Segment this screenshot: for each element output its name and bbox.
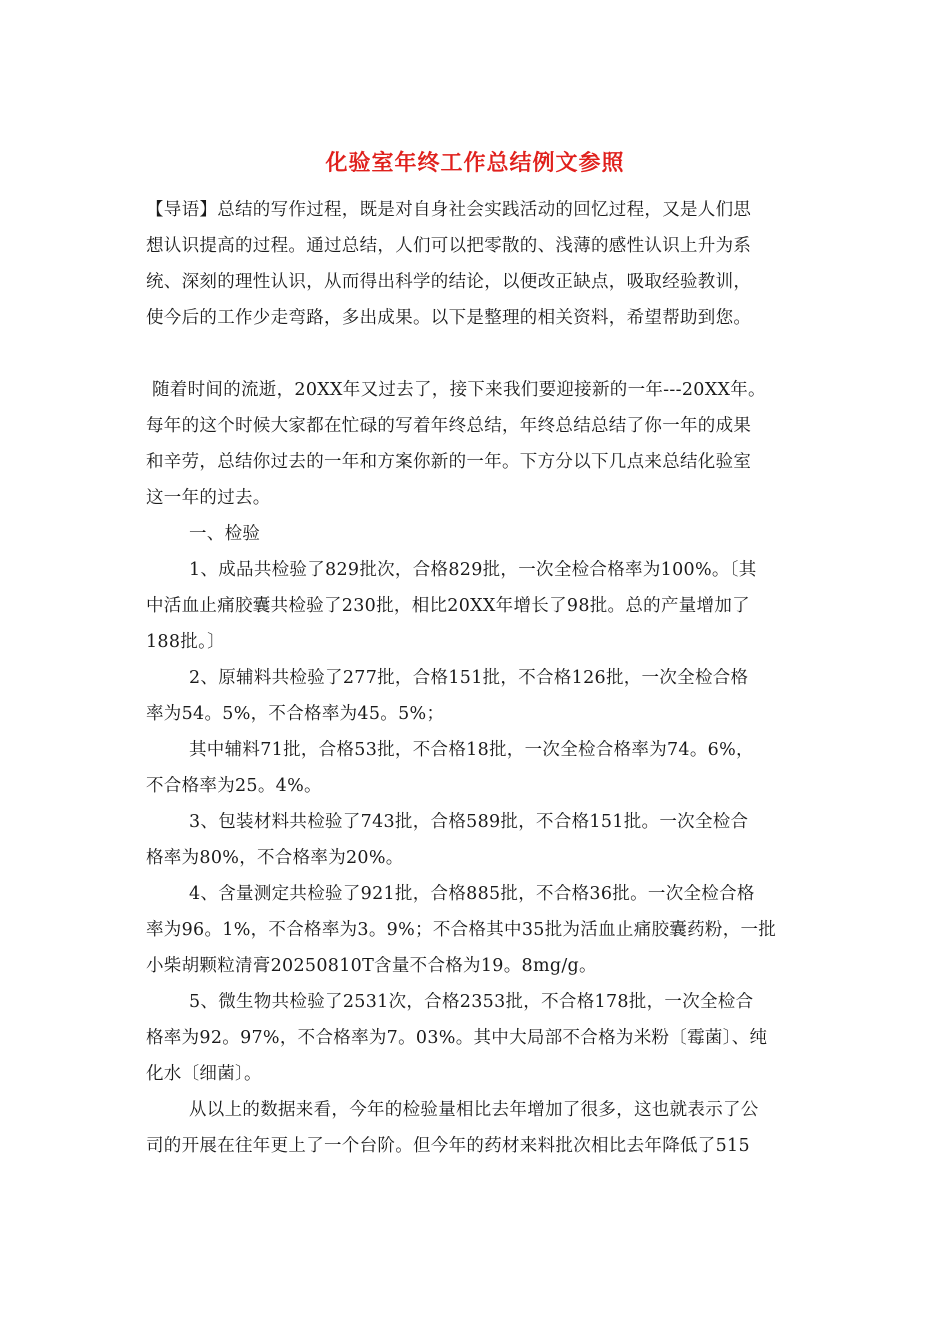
item-1-line-3: 188批。〕 bbox=[146, 632, 225, 652]
summary-line-2: 司的开展在往年更上了一个台阶。但今年的药材来料批次相比去年降低了515 bbox=[146, 1136, 750, 1156]
item-3-line-2: 格率为80%，不合格率为20%。 bbox=[146, 848, 404, 868]
intro-line-2: 想认识提高的过程。通过总结，人们可以把零散的、浅薄的感性认识上升为系 bbox=[146, 236, 752, 256]
item-2-sub-line-2: 不合格率为25。4%。 bbox=[146, 776, 322, 796]
intro-line-1: 【导语】总结的写作过程，既是对自身社会实践活动的回忆过程，又是人们思 bbox=[146, 200, 752, 220]
item-1-line-1: 1、成品共检验了829批次，合格829批，一次全检合格率为100%。〔其 bbox=[189, 560, 757, 580]
item-2-line-2: 率为54。5%，不合格率为45。5%； bbox=[146, 704, 445, 724]
item-4-line-1: 4、含量测定共检验了921批，合格885批，不合格36批。一次全检合格 bbox=[189, 884, 755, 904]
item-3-line-1: 3、包装材料共检验了743批，合格589批，不合格151批。一次全检合 bbox=[189, 812, 749, 832]
item-4-line-3: 小柴胡颗粒清膏20250810T含量不合格为19。8mg/g。 bbox=[146, 956, 597, 976]
summary-line-1: 从以上的数据来看，今年的检验量相比去年增加了很多，这也就表示了公 bbox=[189, 1100, 759, 1120]
item-2-sub-line-1: 其中辅料71批，合格53批，不合格18批，一次全检合格率为74。6%， bbox=[189, 740, 754, 760]
item-5-line-1: 5、微生物共检验了2531次，合格2353批，不合格178批，一次全检合 bbox=[189, 992, 754, 1012]
intro-line-3: 统、深刻的理性认识，从而得出科学的结论，以便改正缺点，吸取经验教训， bbox=[146, 272, 752, 292]
body-line-3: 和辛劳，总结你过去的一年和方案你新的一年。下方分以下几点来总结化验室 bbox=[146, 452, 752, 472]
item-4-line-2: 率为96。1%，不合格率为3。9%；不合格其中35批为活血止痛胶囊药粉，一批 bbox=[146, 920, 777, 940]
document-title: 化验室年终工作总结例文参照 bbox=[325, 150, 625, 176]
item-2-line-1: 2、原辅料共检验了277批，合格151批，不合格126批，一次全检合格 bbox=[189, 668, 749, 688]
section-heading: 一、检验 bbox=[189, 524, 261, 544]
body-line-4: 这一年的过去。 bbox=[146, 488, 271, 508]
body-line-1: 随着时间的流逝，20XX年又过去了，接下来我们要迎接新的一年---20XX年。 bbox=[152, 380, 766, 400]
intro-line-4: 使今后的工作少走弯路，多出成果。以下是整理的相关资料，希望帮助到您。 bbox=[146, 308, 752, 328]
item-5-line-3: 化水〔细菌〕。 bbox=[146, 1064, 262, 1084]
item-5-line-2: 格率为92。97%，不合格率为7。03%。其中大局部不合格为米粉〔霉菌〕、纯 bbox=[146, 1028, 768, 1048]
body-line-2: 每年的这个时候大家都在忙碌的写着年终总结，年终总结总结了你一年的成果 bbox=[146, 416, 752, 436]
item-1-line-2: 中活血止痛胶囊共检验了230批，相比20XX年增长了98批。总的产量增加了 bbox=[146, 596, 750, 616]
